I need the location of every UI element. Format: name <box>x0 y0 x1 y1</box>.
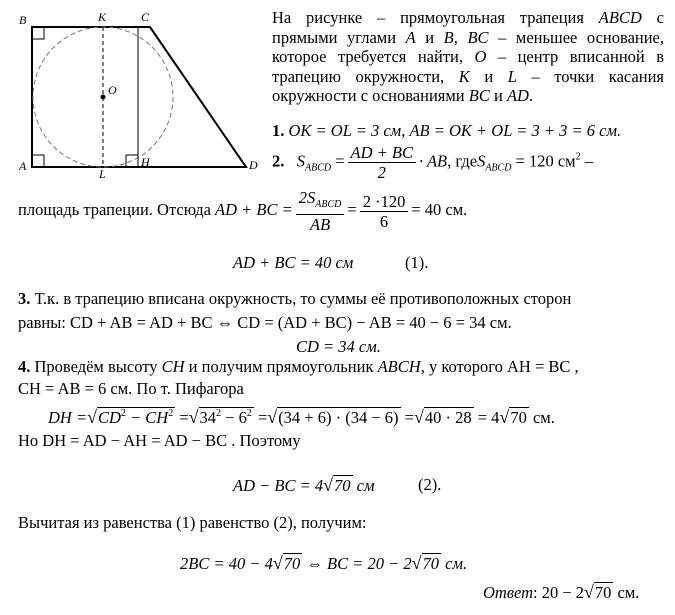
step-4-line-2: CH = AB = 6 см. По т. Пифагора <box>18 379 244 398</box>
right-angle-b <box>32 27 44 39</box>
pythagoras-equation: DH $=√CD^2 - CH^2 =√34^2 - 6^2 =√(34 + 6) \cdot (34 - 6) =√40 \cdot 28 = 4√70$ см. <box>48 407 555 427</box>
trapezoid-figure <box>10 6 268 178</box>
label-o: O <box>108 83 117 97</box>
step-3-result: CD = 34 см. <box>296 337 381 356</box>
final-equation: 2BC = 40 − 4√70 ⇔ BC = 20 − 2√70 см. <box>180 553 468 573</box>
label-d: D <box>249 158 258 172</box>
label-a: A <box>19 159 27 173</box>
but-line: Но DH = AD − AH = AD − BC . Поэтому <box>18 431 301 450</box>
intro-paragraph: На рисунке – прямоугольная трапеция ABCD с прямыми углами A и B, BC – меньшее основание, которое требуется найти, O – центр вписанной в трапецию окружности, K и L – точки касания окружности с основаниями BC и AD. <box>272 8 664 105</box>
trapezoid-outline <box>32 27 246 167</box>
equation-2: AD − BC = 4√70 см <box>233 475 375 495</box>
area-line: площадь трапеции. Отсюда AD + BC = $\frac{2S_{ABCD}}{AB}$ = $\frac{2 \cdot 120}{6}$ = 40 см. <box>18 188 468 234</box>
step-1: 1. OK = OL = 3 см, AB = OK + OL = 3 + 3 = 6 см. <box>272 121 622 140</box>
label-b: B <box>19 13 27 27</box>
answer-line: Ответ: 20 − 2√70 см. <box>483 582 640 602</box>
equation-1: AD + BC = 40 см <box>233 253 354 272</box>
step-3-line-1: 3. Т.к. в трапецию вписана окружность, то суммы её противоположных сторон <box>18 289 572 308</box>
step-2: 2. $S_{ABCD}$ = $\frac{AD + BC}{2}$ · AB, гдеS$_{ABCD}$ = 120 $см^2$ – <box>272 143 593 182</box>
label-l: L <box>99 167 106 178</box>
label-c: C <box>141 10 150 24</box>
sum-fraction-1: $\frac{2S_{ABCD}}{AB}$ <box>296 188 345 234</box>
right-angle-h <box>126 155 138 167</box>
right-angle-a <box>32 155 44 167</box>
equation-1-tag: (1). <box>405 253 429 272</box>
label-h: H <box>141 155 150 169</box>
step-3-line-2: равны: CD + AB = AD + BC ⇔ CD = (AD + BC) − AB = 40 − 6 = 34 см. <box>18 313 512 332</box>
area-fraction: $\frac{AD + BC}{2}$ <box>348 143 416 182</box>
label-k: K <box>98 10 107 24</box>
equation-2-tag: (2). <box>418 475 442 494</box>
sum-fraction-2: $\frac{2 \cdot 120}{6}$ <box>360 192 409 231</box>
center-point-o <box>101 95 106 100</box>
step-4-line-1: 4. Проведём высоту CH и получим прямоугольник ABCH, у которого AH = BC , <box>18 357 579 376</box>
subtract-text: Вычитая из равенства (1) равенство (2), получим: <box>18 513 367 532</box>
